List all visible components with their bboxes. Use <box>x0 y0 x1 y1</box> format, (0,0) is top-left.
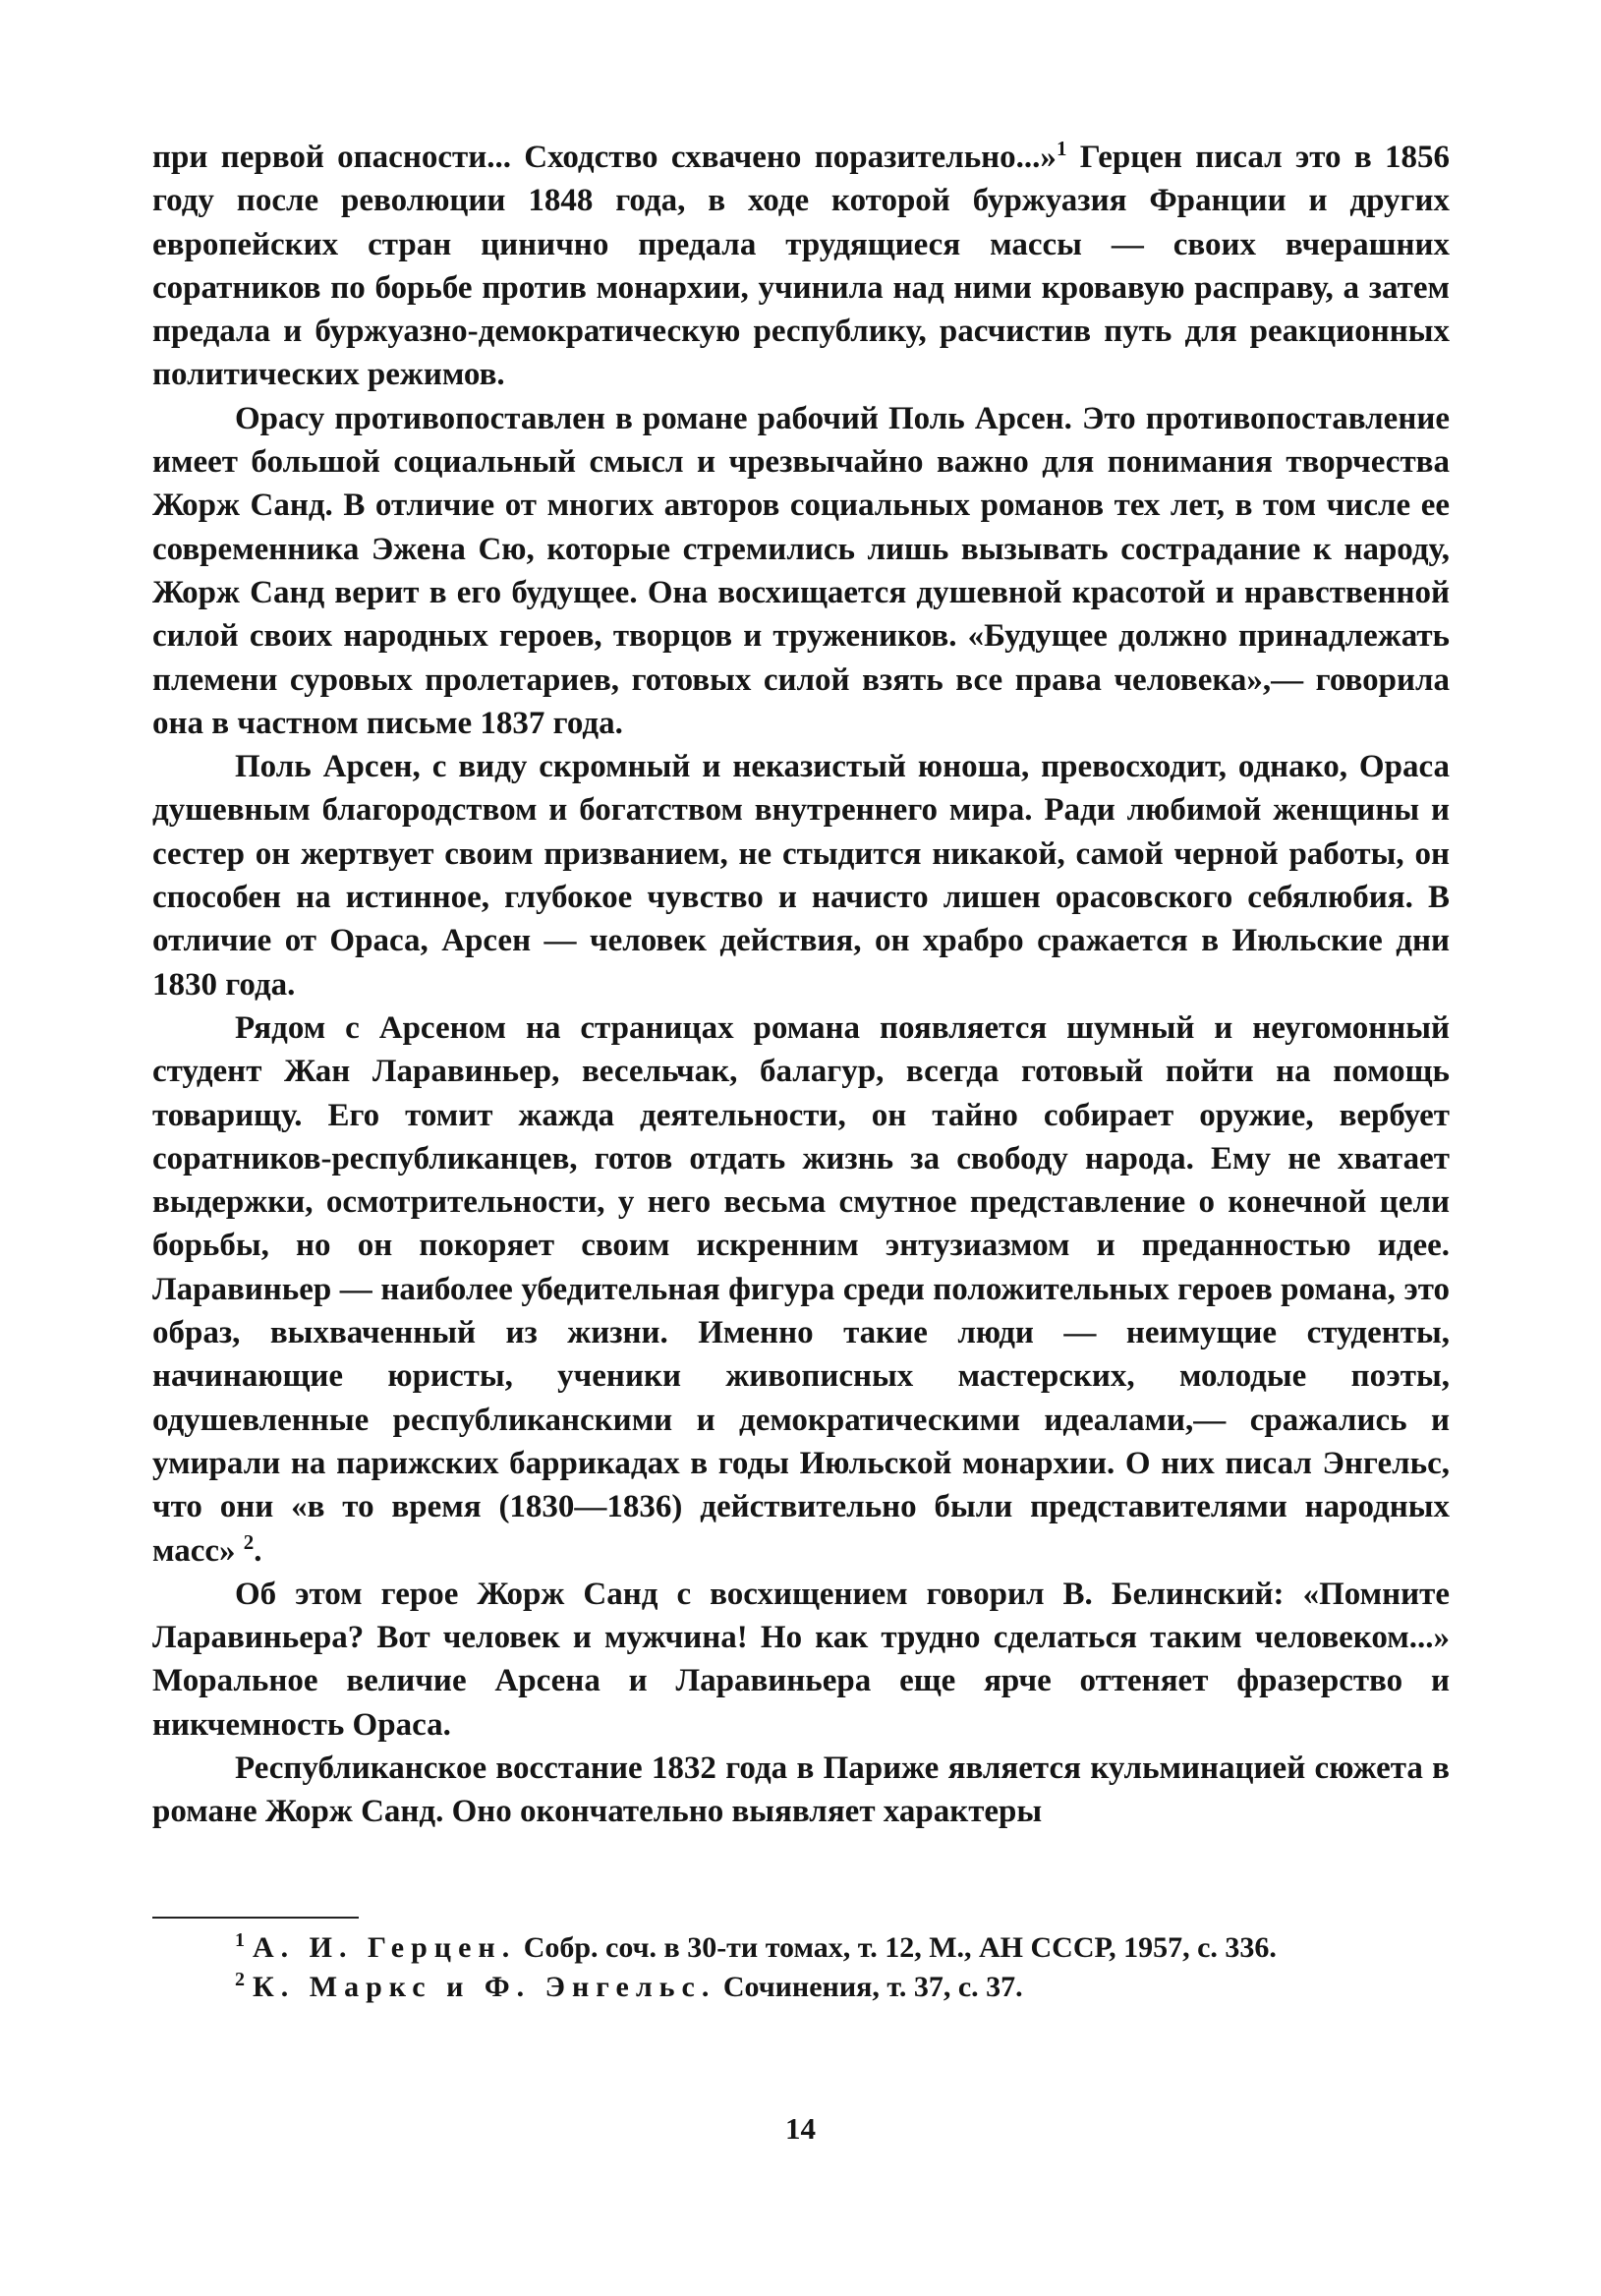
footnote-2 <box>152 1968 1450 2007</box>
paragraph-5 <box>152 1573 1450 1747</box>
footnote-1 <box>152 1928 1450 1968</box>
paragraph-6 <box>152 1747 1450 1834</box>
paragraph-text-continued: . <box>254 1532 262 1569</box>
paragraph-text: Республиканское восстание 1832 года в Париже является кульминацией сюжета в романе Жорж Санд. Оно окончательно выявляет характеры <box>152 1750 1450 1830</box>
footnote-number: 1 <box>235 1929 245 1951</box>
footnote-author: А. И. Герцен. <box>253 1931 517 1964</box>
paragraph-2 <box>152 397 1450 745</box>
paragraph-text: Рядом с Арсеном на страницах романа появляется шумный и неугомонный студент Жан Ларавиньер, весельчак, балагур, всегда готовый пойти на помощь товарищу. Его томит жажда деятельности, он тайно собирает оружие, вербует соратников-республиканцев, готов отдать жизнь за свободу народа. Ему не хватает выдержки, осмотрительности, у него весьма смутное представление о конечной цели борьбы, но он покоряет своим искренним энтузиазмом и преданностью идее. Ларавиньер — наиболее убедительная фигура среди положительных героев романа, это образ, выхваченный из жизни. Именно такие люди — неимущие студенты, начинающие юристы, ученики живописных мастерских, молодые поэты, одушевленные республиканскими и демократическими идеалами,— сражались и умирали на парижских баррикадах в годы Июльской монархии. О них писал Энгельс, что они «в то время (1830—1836) действительно были представителями народных масс» <box>152 1009 1450 1569</box>
footnote-text: Сочинения, т. 37, с. 37. <box>715 1971 1023 2003</box>
footnote-reference-2: 2 <box>243 1529 255 1554</box>
footnote-divider <box>152 1917 359 1919</box>
paragraph-text-continued: Герцен писал это в 1856 году после революции 1848 года, в ходе которой буржуазия Франции и других европейских стран цинично предала трудящиеся массы — своих вчерашних соратников по борьбе против монархии, учинила над ними кровавую расправу, а затем предала и буржуазно-демократическую республику, расчистив путь для реакционных политических режимов. <box>152 140 1450 393</box>
footnote-reference-1: 1 <box>1056 137 1067 160</box>
paragraph-1 <box>152 136 1450 397</box>
main-text <box>152 136 1450 1834</box>
paragraph-text: Орасу противопоставлен в романе рабочий Поль Арсен. Это противопоставление имеет большой социальный смысл и чрезвычайно важно для понимания творчества Жорж Санд. В отличие от многих авторов социальных романов тех лет, в том числе ее современника Эжена Сю, которые стремились лишь вызывать сострадание к народу, Жорж Санд верит в его будущее. Она восхищается душевной красотой и нравственной силой своих народных героев, творцов и тружеников. «Будущее должно принадлежать племени суровых пролетариев, готовых силой взять все права человека»,— говорила она в частном письме 1837 года. <box>152 400 1450 741</box>
footnote-author: К. Маркс и Ф. Энгельс. <box>253 1971 716 2003</box>
paragraph-3 <box>152 745 1450 1006</box>
paragraph-4 <box>152 1006 1450 1573</box>
paragraph-text: Поль Арсен, с виду скромный и неказистый юноша, превосходит, однако, Ораса душевным благородством и богатством внутреннего мира. Ради любимой женщины и сестер он жертвует своим призванием, не стыдится никакой, самой черной работы, он способен на истинное, глубокое чувство и начисто лишен орасовского себялюбия. В отличие от Ораса, Арсен — человек действия, он храбро сражается в Июльские дни 1830 года. <box>152 749 1450 1003</box>
paragraph-text: при первой опасности... Сходство схвачено поразительно...» <box>152 140 1057 175</box>
footnotes <box>152 1928 1450 2007</box>
footnote-number: 2 <box>235 1969 245 1990</box>
page-number: 14 <box>785 2111 816 2146</box>
paragraph-text: Об этом герое Жорж Санд с восхищением говорил В. Белинский: «Помните Ларавиньера? Вот человек и мужчина! Но как трудно сделаться таким человеком...» Моральное величие Арсена и Ларавиньера еще ярче оттеняет фразерство и никчемность Ораса. <box>152 1576 1450 1743</box>
footnote-text: Собр. соч. в 30-ти томах, т. 12, М., АН СССР, 1957, с. 336. <box>516 1931 1277 1964</box>
